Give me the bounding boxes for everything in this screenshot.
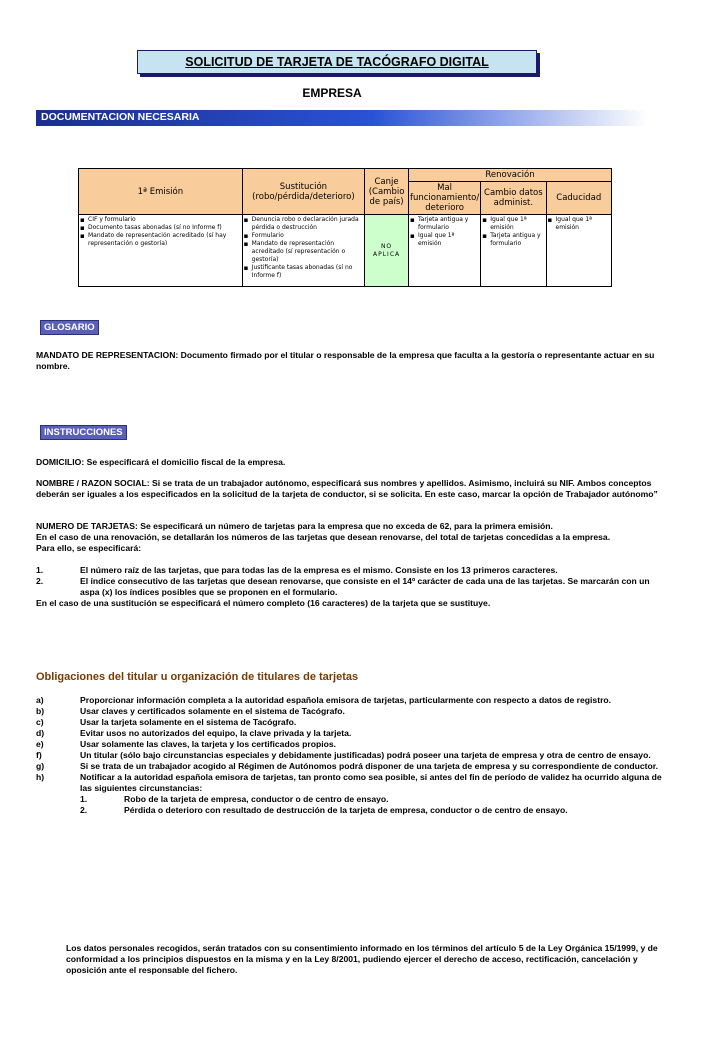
col-mal-funcionamiento: Mal funcionamiento/ deterioro [409,183,480,213]
item-letter: d) [36,728,45,738]
documentation-table-wrapper [78,168,612,286]
form-title: SOLICITUD DE TARJETA DE TACÓGRAFO DIGITAL [185,55,489,69]
glosario-mandato-text: MANDATO DE REPRESENTACION: Documento firmado por el titular o responsable de la empresa que faculta a la gestoría o representante actuar en su nombre. [36,350,655,371]
item-text: Usar la tarjeta solamente en el sistema de Tacógrafo. [80,717,297,727]
list-item [36,761,666,772]
item-text: Notificar a la autoridad española emisora de tarjetas, tan pronto como sea posible, si antes del fin de período de validez ha ocurrido alguna de las siguientes circunstancias: [80,772,662,793]
item-letter: e) [36,739,44,749]
item-letter: h) [36,772,45,782]
list-item: ▪ Tarjeta antigua y formulario [410,216,479,232]
item-number: 2. [80,805,88,815]
instr-para-ello: Para ello, se especificará: [36,543,142,553]
list-item [36,794,666,805]
data-protection-notice: Los datos personales recogidos, serán tratados con su consentimiento informado en los términos del artículo 5 de la Ley Orgánica 15/1999, y de conformidad a los principios dispuestos en la misma y en la Ley 8/2001, pudiendo ejercer el derecho de acceso, rectificación, cancelación y oposición ante el responsable del fichero. [66,943,658,975]
col-cambio-datos: Cambio datos administ. [481,182,546,215]
cell-cambio-datos [481,215,546,287]
list-item [36,772,666,794]
list-item: ▪ Mandato de representación acreditado (sí representación o gestoría) [244,240,363,264]
list-item [36,565,666,576]
form-subtitle: EMPRESA [302,86,362,100]
list-item [36,739,666,750]
instrucciones-section-tag: INSTRUCCIONES [40,425,127,440]
list-item: ▪ Igual que 1ª emisión [548,216,611,232]
list-item: ▪ Igual que 1ª emisión [482,216,544,232]
item-text: Pérdida o deterioro con resultado de destrucción de la tarjeta de empresa, conductor o de centro de ensayo. [124,805,568,815]
col-primera-emision: 1ª Emisión [79,169,243,215]
item-text: Evitar usos no autorizados del equipo, la clave privada y la tarjeta. [80,728,352,738]
list-item: ▪ Mandato de representación acreditado (sí hay representación o gestoría) [80,232,241,248]
item-text: Usar solamente las claves, la tarjeta y los certificados propios. [80,739,337,749]
col-sustitucion: Sustitución (robo/pérdida/deterioro) [242,169,364,215]
instr-renovacion: En el caso de una renovación, se detallarán los números de las tarjetas que desean renovarse, del total de tarjetas concedidas a la empresa. [36,532,611,542]
item-text: Robo de la tarjeta de empresa, conductor o de centro de ensayo. [124,794,389,804]
instr-numero: NUMERO DE TARJETAS: Se especificará un número de tarjetas para la empresa que no exceda de 62, para la primera emisión. [36,521,553,531]
list-item: ▪ Denuncia robo o declaración jurada pérdida o destrucción [244,216,363,232]
item-number: 2. [36,576,44,586]
cell-canje: NO APLICA [365,215,409,287]
cell-sustitucion [242,215,364,287]
list-item: ▪ CIF y formulario [80,216,241,224]
glosario-section-tag: GLOSARIO [40,320,99,335]
item-text: El número raíz de las tarjetas, que para todas las de la empresa es el mismo. Consiste en los 13 primeros caracteres. [80,565,558,575]
cell-mal-funcionamiento [408,215,480,287]
instr-items [36,565,666,598]
item-letter: c) [36,717,44,727]
documentacion-section-bar [36,110,648,126]
documentacion-section-label: DOCUMENTACION NECESARIA [41,111,200,123]
list-item: ▪ Igual que 1ª emisión [410,232,479,248]
form-title-box [137,50,537,74]
instr-domicilio: DOMICILIO: Se especificará el domicilio fiscal de la empresa. [36,457,286,467]
item-letter: b) [36,706,45,716]
list-item [36,706,666,717]
instr-sustitucion: En el caso de una sustitución se especificará el número completo (16 caracteres) de la tarjeta que se sustituye. [36,598,491,608]
cell-caducidad [546,215,612,287]
list-item: ▪ Justificante tasas abonadas (sí no Informe f) [244,264,363,280]
obligaciones-title: Obligaciones del titular u organización de titulares de tarjetas [36,671,359,683]
list-item [36,695,666,706]
col-canje: Canje (Cambio de país) [365,169,409,215]
item-text: Proporcionar información completa a la autoridad española emisora de tarjetas, particularmente con respecto a datos de registro. [80,695,612,705]
item-text: Si se trata de un trabajador acogido al Régimen de Autónomos podrá disponer de una tarjeta de empresa y su correspondiente de conductor. [80,761,658,771]
list-item: ▪ Documento tasas abonadas (sí no Informe f) [80,224,241,232]
list-item [36,576,666,598]
documentation-table [78,168,612,287]
table-row [79,215,612,287]
item-letter: f) [36,750,42,760]
item-text: El índice consecutivo de las tarjetas que desean renovarse, que consiste en el 14º carácter de cada una de las tarjetas. Se marcarán con un aspa (x) los índices posibles que se proponen en el formulario. [80,576,650,597]
col-caducidad: Caducidad [546,182,612,215]
list-item [36,728,666,739]
cell-primera-emision [79,215,243,287]
instr-nombre: NOMBRE / RAZON SOCIAL: Si se trata de un trabajador autónomo, especificará sus nombres y apellidos. Asimismo, incluirá su NIF. Ambos conceptos deberán ser iguales a los especificados en la solicitud de la tarjeta de conductor, si se solicita. En este caso, marcar la opción de Trabajador autónomo” [36,478,658,499]
item-number: 1. [80,794,88,804]
list-item [36,717,666,728]
item-text: Usar claves y certificados solamente en el sistema de Tacógrafo. [80,706,345,716]
item-letter: g) [36,761,45,771]
list-item: ▪ Formulario [244,232,363,240]
list-item: ▪ Tarjeta antigua y formulario [482,232,544,248]
col-renovacion: Renovación [408,169,611,182]
item-text: Un titular (sólo bajo circunstancias especiales y debidamente justificadas) podrá poseer una tarjeta de empresa y otra de centro de ensayo. [80,750,651,760]
item-letter: a) [36,695,44,705]
obligaciones-list [36,695,666,816]
list-item [36,750,666,761]
list-item [36,805,666,816]
item-number: 1. [36,565,44,575]
